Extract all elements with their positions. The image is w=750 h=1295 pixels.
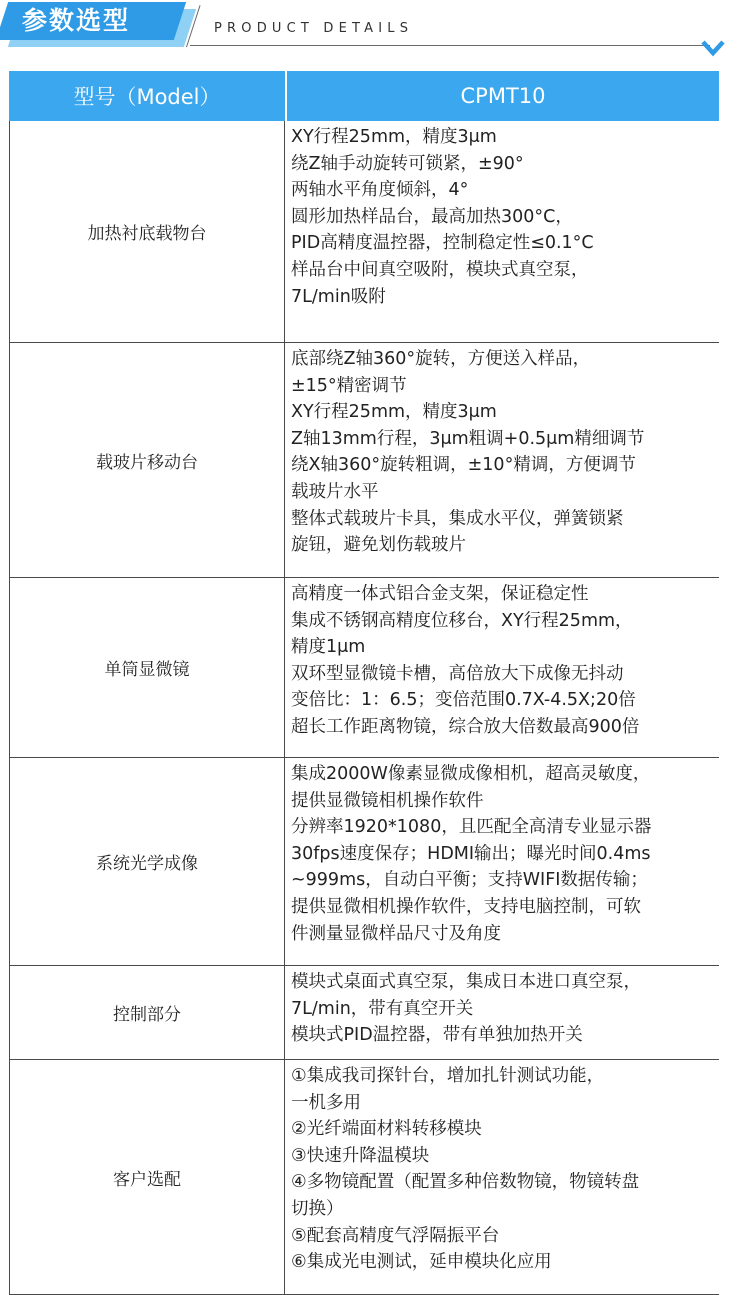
spec-line: 超长工作距离物镜，综合放大倍数最高900倍 [291, 716, 640, 737]
row-specs [285, 343, 719, 577]
spec-line: 一机多用 [291, 1092, 361, 1113]
spec-line: 提供显微相机操作软件，支持电脑控制，可软 [291, 896, 641, 917]
spec-line: ±15°精密调节 [291, 375, 407, 396]
row-label: 加热衬底载物台 [9, 121, 285, 342]
table-row [9, 966, 719, 1060]
row-specs [285, 578, 719, 757]
spec-line: 集成2000W像素显微成像相机，超高灵敏度， [291, 764, 651, 784]
spec-line: 提供显微镜相机操作软件 [291, 790, 484, 811]
spec-line: 绕Z轴手动旋转可锁紧，±90° [291, 153, 524, 174]
spec-line: 高精度一体式铝合金支架，保证稳定性 [291, 584, 589, 604]
column-header-model: 型号（Model） [9, 71, 285, 121]
spec-line: 两轴水平角度倾斜，4° [291, 180, 469, 201]
spec-line: 圆形加热样品台，最高加热300°C， [291, 206, 573, 227]
chevron-down-icon [700, 38, 726, 58]
spec-line: 底部绕Z轴360°旋转，方便送入样品， [291, 349, 591, 369]
spec-line: 7L/min吸附 [291, 286, 386, 307]
row-label: 控制部分 [9, 966, 285, 1059]
section-title: 参数选型 [22, 6, 131, 35]
spec-line: 绕X轴360°旋转粗调，±10°精调，方便调节 [291, 455, 636, 476]
table-row [9, 1060, 719, 1295]
row-label: 客户选配 [9, 1060, 285, 1294]
spec-line: 模块式桌面式真空泵，集成日本进口真空泵， [291, 972, 641, 992]
spec-line: 旋钮，避免划伤载玻片 [291, 535, 466, 556]
spec-line: ①集成我司探针台，增加扎针测试功能， [291, 1066, 605, 1086]
table-header [9, 71, 719, 121]
spec-line: ②光纤端面材料转移模块 [291, 1119, 482, 1140]
row-label: 载玻片移动台 [9, 343, 285, 577]
spec-line: 件测量显微样品尺寸及角度 [291, 923, 501, 944]
spec-table [9, 71, 719, 1295]
spec-line: 整体式载玻片卡具，集成水平仪，弹簧锁紧 [291, 508, 624, 529]
spec-line: 30fps速度保存；HDMI输出；曝光时间0.4ms [291, 843, 651, 864]
spec-line: 7L/min，带有真空开关 [291, 998, 474, 1019]
column-header-cpmt10: CPMT10 [287, 71, 719, 121]
spec-line: 变倍比：1：6.5；变倍范围0.7X-4.5X;20倍 [291, 690, 636, 711]
row-specs [285, 758, 719, 965]
spec-line: 精度1μm [291, 637, 366, 658]
spec-line: 模块式PID温控器，带有单独加热开关 [291, 1025, 583, 1046]
spec-line: ~999ms，自动白平衡；支持WIFI数据传输； [291, 870, 648, 891]
spec-line: 集成不锈钢高精度位移台，XY行程25mm， [291, 610, 633, 631]
header-divider-line [190, 45, 710, 46]
spec-line: 载玻片水平 [291, 481, 379, 502]
table-row [9, 121, 719, 343]
spec-line: XY行程25mm，精度3μm [291, 402, 497, 423]
row-specs [285, 966, 719, 1059]
table-row [9, 758, 719, 966]
spec-line: XY行程25mm，精度3μm [291, 127, 497, 147]
spec-line: PID高精度温控器，控制稳定性≤0.1°C [291, 233, 594, 254]
row-label: 系统光学成像 [9, 758, 285, 965]
section-header [0, 0, 750, 62]
row-label: 单筒显微镜 [9, 578, 285, 757]
spec-line: ⑥集成光电测试，延申模块化应用 [291, 1252, 552, 1273]
table-row [9, 578, 719, 758]
table-body [9, 121, 719, 1295]
table-row [9, 343, 719, 578]
spec-line: 双环型显微镜卡槽，高倍放大下成像无抖动 [291, 663, 624, 684]
row-specs [285, 121, 719, 342]
spec-line: ③快速升降温模块 [291, 1145, 430, 1166]
spec-line: 分辨率1920*1080，且匹配全高清专业显示器 [291, 817, 652, 838]
spec-line: 样品台中间真空吸附，模块式真空泵， [291, 259, 589, 280]
spec-line: ⑤配套高精度气浮隔振平台 [291, 1225, 500, 1246]
row-specs [285, 1060, 719, 1294]
spec-line: ④多物镜配置（配置多种倍数物镜，物镜转盘 [291, 1172, 640, 1193]
spec-line: 切换） [291, 1198, 344, 1219]
spec-line: Z轴13mm行程，3μm粗调+0.5μm精细调节 [291, 428, 645, 449]
section-subtitle: PRODUCT DETAILS [214, 21, 414, 36]
